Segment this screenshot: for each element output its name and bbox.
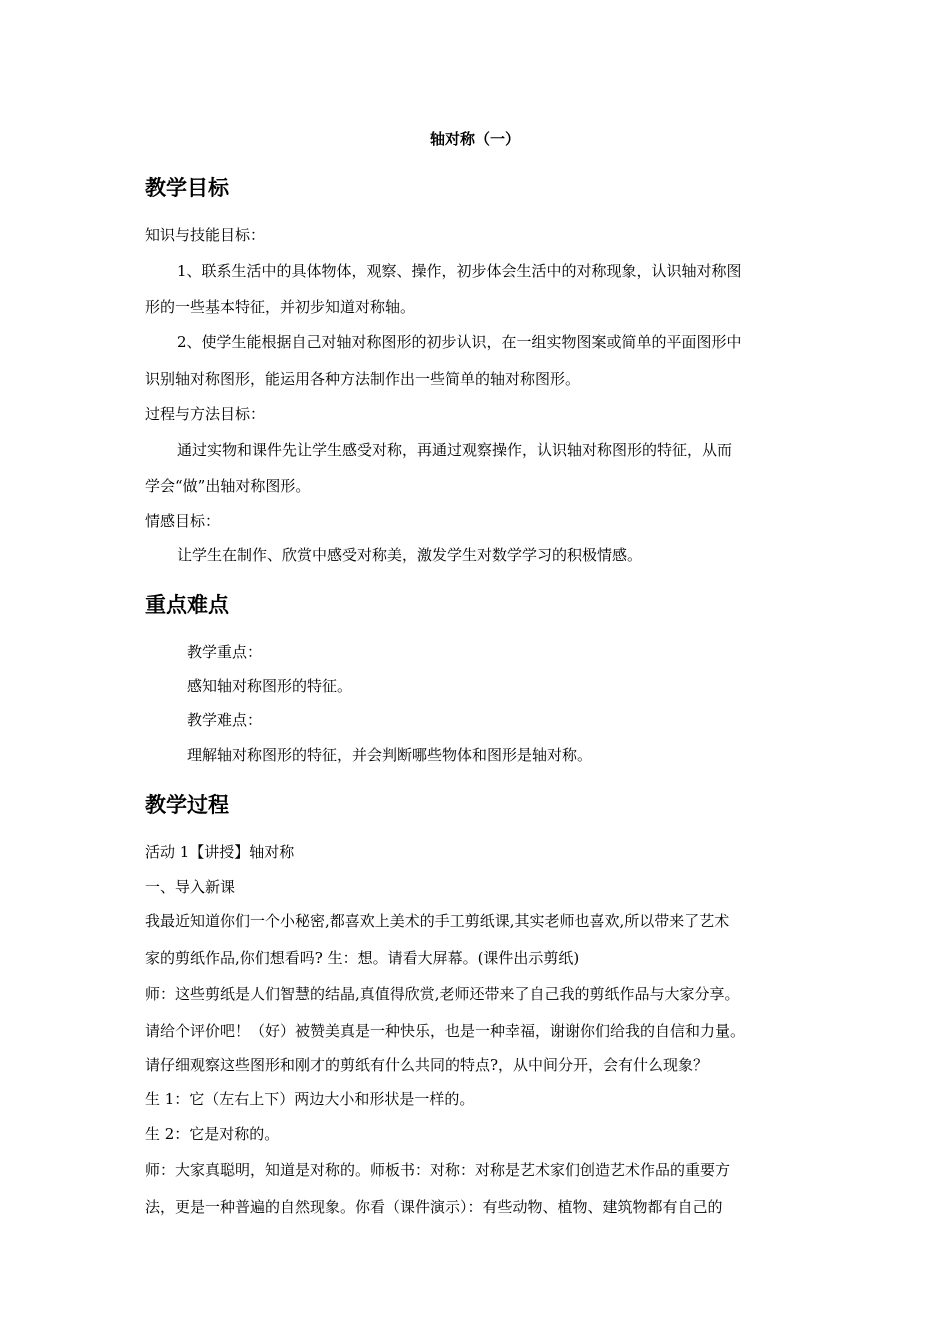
process-goal-label: 过程与方法目标： bbox=[145, 405, 266, 423]
document-title: 轴对称（一） bbox=[429, 130, 520, 148]
section-heading-key-points: 重点难点 bbox=[145, 593, 229, 617]
knowledge-goal-label: 知识与技能目标： bbox=[145, 226, 266, 244]
emotion-goal-text: 让学生在制作、欣赏中感受对称美，激发学生对数学学习的积极情感。 bbox=[177, 546, 643, 564]
goal-item-2-line-1: 2、使学生能根据自己对轴对称图形的初步认识，在一组实物图案或简单的平面图形中 bbox=[177, 333, 742, 351]
goal-item-1-line-1: 1、联系生活中的具体物体，观察、操作，初步体会生活中的对称现象，认识轴对称图 bbox=[177, 262, 742, 280]
difficulty-label: 教学难点： bbox=[187, 711, 263, 729]
goal-item-2-line-2: 识别轴对称图形，能运用各种方法制作出一些简单的轴对称图形。 bbox=[145, 370, 581, 388]
difficulty-text: 理解轴对称图形的特征，并会判断哪些物体和图形是轴对称。 bbox=[187, 746, 593, 764]
process-text-line: 法，更是一种普遍的自然现象。你看（课件演示）：有些动物、植物、建筑物都有自己的 bbox=[145, 1198, 723, 1216]
process-text-line: 师：这些剪纸是人们智慧的结晶,真值得欣赏,老师还带来了自己我的剪纸作品与大家分享。 bbox=[145, 985, 740, 1003]
emotion-goal-label: 情感目标： bbox=[145, 512, 221, 530]
process-text-line: 生 1：它（左右上下）两边大小和形状是一样的。 bbox=[145, 1090, 475, 1108]
goal-item-1-line-2: 形的一些基本特征，并初步知道对称轴。 bbox=[145, 298, 416, 316]
section-heading-process: 教学过程 bbox=[145, 793, 229, 817]
focus-label: 教学重点： bbox=[187, 643, 263, 661]
process-goal-line-1: 通过实物和课件先让学生感受对称，再通过观察操作，认识轴对称图形的特征，从而 bbox=[177, 441, 733, 459]
process-text-line: 请仔细观察这些图形和刚才的剪纸有什么共同的特点?，从中间分开，会有什么现象？ bbox=[145, 1056, 709, 1074]
focus-text: 感知轴对称图形的特征。 bbox=[187, 677, 353, 695]
process-text-line: 家的剪纸作品,你们想看吗? 生：想。请看大屏幕。(课件出示剪纸) bbox=[145, 949, 580, 967]
process-text-line: 师：大家真聪明，知道是对称的。师板书：对称：对称是艺术家们创造艺术作品的重要方 bbox=[145, 1161, 731, 1179]
process-text-line: 生 2：它是对称的。 bbox=[145, 1125, 280, 1143]
process-text-line: 我最近知道你们一个小秘密,都喜欢上美术的手工剪纸课,其实老师也喜欢,所以带来了艺术 bbox=[145, 912, 730, 930]
part-title: 一、导入新课 bbox=[145, 878, 236, 896]
section-heading-goals: 教学目标 bbox=[145, 176, 229, 200]
process-text-line: 请给个评价吧！（好）被赞美真是一种快乐，也是一种幸福，谢谢你们给我的自信和力量。 bbox=[145, 1022, 746, 1040]
activity-title: 活动 1【讲授】轴对称 bbox=[145, 843, 295, 861]
process-goal-line-2: 学会“做”出轴对称图形。 bbox=[145, 477, 311, 495]
